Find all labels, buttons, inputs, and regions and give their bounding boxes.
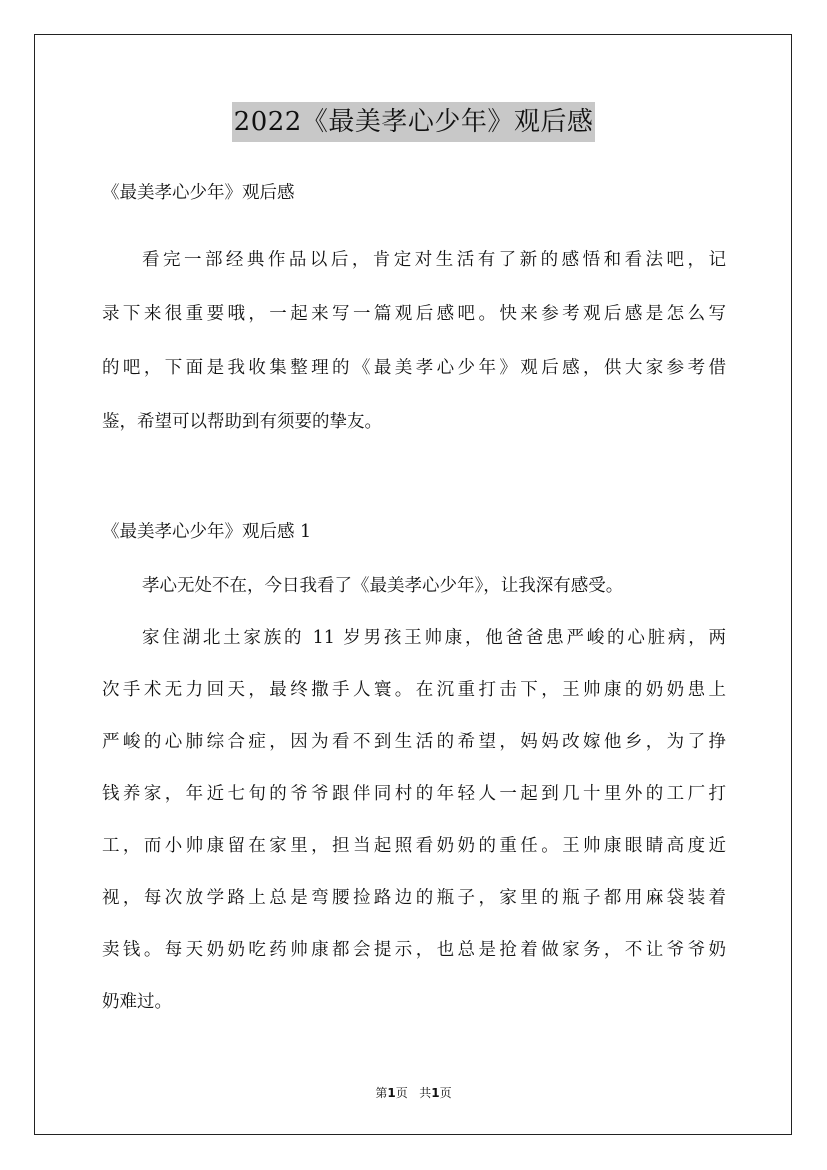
paragraph-line: 次手术无力回天，最终撒手人寰。在沉重打击下，王帅康的奶奶患上 xyxy=(102,680,726,700)
paragraph-line: 鉴，希望可以帮助到有须要的挚友。 xyxy=(102,412,382,432)
document-body xyxy=(102,174,726,1028)
paragraph-line: 的吧，下面是我收集整理的《最美孝心少年》观后感，供大家参考借 xyxy=(102,358,726,378)
intro-heading: 《最美孝心少年》观后感 xyxy=(102,183,295,203)
paragraph-line: 卖钱。每天奶奶吃药帅康都会提示，也总是抢着做家务，不让爷爷奶 xyxy=(102,940,726,960)
total-page-number: 1 xyxy=(431,1086,440,1100)
page-suffix: 页 xyxy=(395,1086,408,1100)
paragraph-line: 钱养家，年近七旬的爷爷跟伴同村的年轻人一起到几十里外的工厂打 xyxy=(102,784,726,804)
page-prefix: 第 xyxy=(375,1086,388,1100)
section-1-paragraph-1 xyxy=(102,560,726,612)
document-title: 2022《最美孝心少年》观后感 xyxy=(232,102,596,142)
current-page-number: 1 xyxy=(387,1086,396,1100)
page-footer xyxy=(0,1084,827,1101)
paragraph-line: 工，而小帅康留在家里，担当起照看奶奶的重任。王帅康眼睛高度近 xyxy=(102,836,726,856)
intro-paragraph xyxy=(102,233,726,449)
paragraph-line: 严峻的心肺综合症，因为看不到生活的希望，妈妈改嫁他乡，为了挣 xyxy=(102,732,726,752)
section-1-heading: 《最美孝心少年》观后感 1 xyxy=(102,522,312,542)
paragraph-line: 看完一部经典作品以后，肯定对生活有了新的感悟和看法吧，记 xyxy=(142,250,726,270)
total-prefix: 共 xyxy=(419,1086,432,1100)
total-suffix: 页 xyxy=(439,1086,452,1100)
paragraph-line: 录下来很重要哦，一起来写一篇观后感吧。快来参考观后感是怎么写 xyxy=(102,304,726,324)
paragraph-line: 孝心无处不在，今日我看了《最美孝心少年》，让我深有感受。 xyxy=(142,576,624,596)
section-1-paragraph-2 xyxy=(102,612,726,1028)
paragraph-line: 奶难过。 xyxy=(102,992,172,1012)
paragraph-line: 家住湖北土家族的 11 岁男孩王帅康，他爸爸患严峻的心脏病，两 xyxy=(142,628,726,648)
title-area xyxy=(0,102,827,142)
paragraph-line: 视，每次放学路上总是弯腰捡路边的瓶子，家里的瓶子都用麻袋装着 xyxy=(102,888,726,908)
